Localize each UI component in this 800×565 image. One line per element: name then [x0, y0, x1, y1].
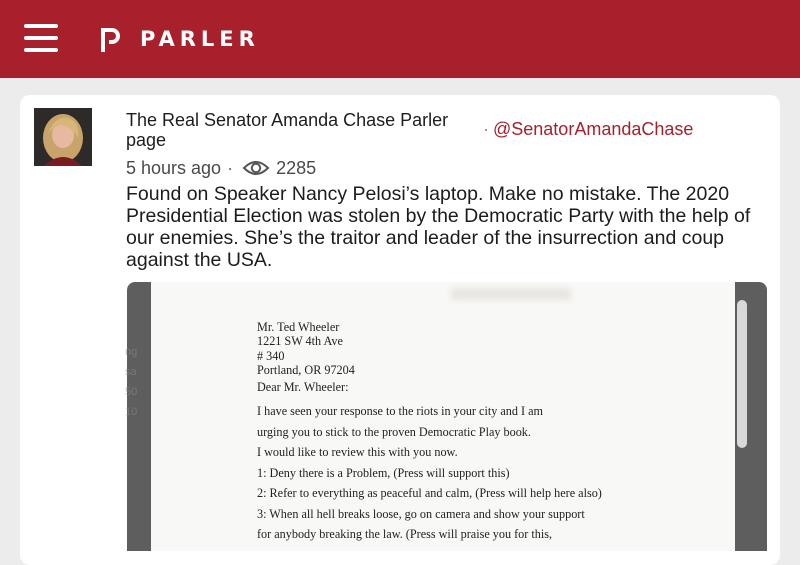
address-line: Mr. Ted Wheeler [257, 320, 340, 334]
handle-text[interactable]: @SenatorAmandaChase [493, 119, 694, 139]
meta-separator: · [227, 157, 234, 178]
post-meta [126, 156, 316, 180]
letter-line: urging you to stick to the proven Democratic Play book. [257, 424, 531, 439]
author-name[interactable]: The Real Senator Amanda Chase Parler page [126, 110, 449, 150]
letter-greeting: Dear Mr. Wheeler: [257, 380, 349, 395]
background-text-bleed: ng sa 50 10 [125, 346, 138, 418]
letter-document [151, 282, 735, 551]
parler-logo[interactable] [98, 24, 260, 54]
top-app-bar [0, 0, 800, 78]
eye-icon [242, 158, 270, 178]
parler-p-logo-icon [98, 24, 124, 54]
letter-address [257, 320, 737, 377]
author-avatar[interactable] [34, 108, 92, 166]
letter-line: I have seen your response to the riots in your city and I am [257, 404, 543, 419]
letter-line: I would like to review this with you now. [257, 445, 458, 460]
post-image[interactable] [127, 282, 767, 551]
document-scrollbar[interactable] [737, 300, 747, 448]
handle-separator: · [483, 119, 489, 139]
address-line: # 340 [257, 348, 285, 363]
letter-line: 3: When all hell breaks loose, go on camera and show your support [257, 506, 585, 521]
view-count: 2285 [276, 157, 317, 178]
hamburger-menu-icon[interactable] [24, 24, 58, 52]
post-body: Found on Speaker Nancy Pelosi’s laptop. Make no mistake. The 2020 Presidential Election was stolen by the Democratic Party with the help of our enemies. She’s the traitor and leader of the insurrection and coup against the USA. [126, 183, 751, 271]
letter-line: 1: Deny there is a Problem, (Press will support this) [257, 465, 510, 480]
author-handle[interactable] [483, 119, 693, 140]
faint-header-mark [451, 288, 571, 300]
letter-line: for anybody breaking the law. (Press will praise you for this, [257, 527, 553, 542]
brand-name: PARLER [140, 27, 260, 51]
letter-line: 2: Refer to everything as peaceful and calm, (Press will help here also) [257, 486, 602, 501]
address-line: Portland, OR 97204 [257, 362, 355, 377]
letter-body [257, 401, 737, 545]
letter-text [257, 320, 737, 545]
address-line: 1221 SW 4th Ave [257, 334, 343, 349]
post-timestamp: 5 hours ago [126, 157, 222, 178]
